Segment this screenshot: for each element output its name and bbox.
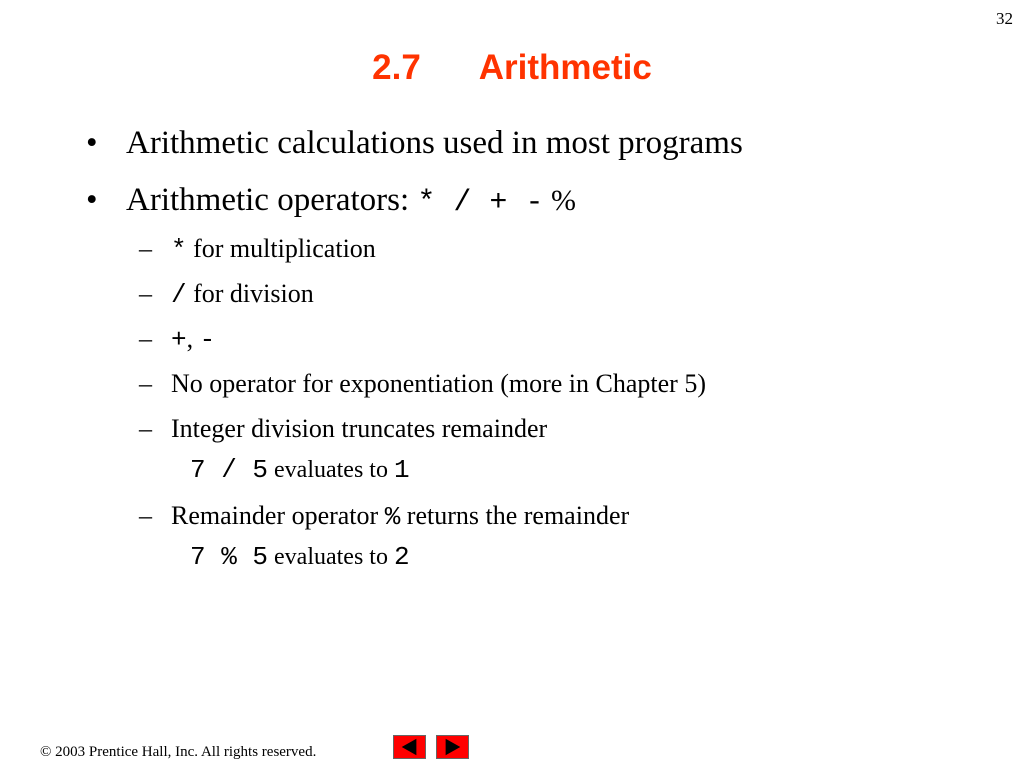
example-code: 7 % 5 [190, 542, 269, 572]
sub-dash: – [139, 501, 152, 530]
sub-text: for division [186, 279, 314, 308]
sub-dash: – [139, 414, 152, 443]
sub-text: for multiplication [186, 234, 376, 263]
bullet-item [86, 123, 743, 163]
sub-item [139, 368, 706, 400]
next-slide-button[interactable] [436, 735, 469, 759]
example-line [190, 542, 410, 572]
bullet-item [86, 180, 576, 223]
page-number: 32 [996, 9, 1013, 28]
sub-item [139, 500, 629, 533]
sub-dash: – [139, 324, 152, 353]
sub-code: / [171, 280, 187, 310]
previous-slide-button[interactable] [393, 735, 426, 759]
sub-dash: – [139, 234, 152, 263]
example-line [190, 455, 410, 485]
title-text: Arithmetic [478, 48, 652, 87]
example-result: 1 [393, 455, 410, 485]
previous-arrow-icon [394, 736, 425, 758]
copyright-footer [40, 742, 316, 762]
example-text: evaluates to [268, 544, 394, 570]
sub-text: returns the remainder [400, 501, 630, 530]
sub-item [139, 413, 547, 445]
bullet-dot: • [86, 125, 98, 161]
bullet-text: Arithmetic operators: [126, 182, 418, 218]
example-code: 7 / 5 [190, 455, 269, 485]
sub-item [139, 323, 215, 356]
operator-percent: % [550, 184, 576, 217]
bullet-dot: • [86, 182, 98, 218]
sub-text: Remainder operator [171, 501, 385, 530]
slide-title [0, 46, 1024, 90]
sub-code: * [171, 235, 187, 265]
sub-code: - [199, 325, 216, 355]
sub-text: No operator for exponentiation (more in Chapter 5) [171, 369, 706, 398]
sub-dash: – [139, 279, 152, 308]
example-result: 2 [393, 542, 410, 572]
sub-item [139, 233, 376, 266]
example-text: evaluates to [268, 457, 394, 483]
sub-code: + [171, 325, 187, 355]
sub-code: % [384, 502, 401, 532]
sub-dash: – [139, 369, 152, 398]
copyright-text: 2003 Prentice Hall, Inc. All rights reserved. [51, 744, 317, 760]
operator-list: * / + - [417, 186, 544, 220]
next-arrow-icon [437, 736, 468, 758]
sub-item [139, 278, 314, 311]
bullet-text: Arithmetic calculations used in most programs [126, 125, 743, 161]
sub-separator: , [186, 324, 200, 353]
title-section-number: 2.7 [372, 48, 421, 87]
copyright-symbol: © [40, 744, 52, 760]
sub-text: Integer division truncates remainder [171, 414, 548, 443]
